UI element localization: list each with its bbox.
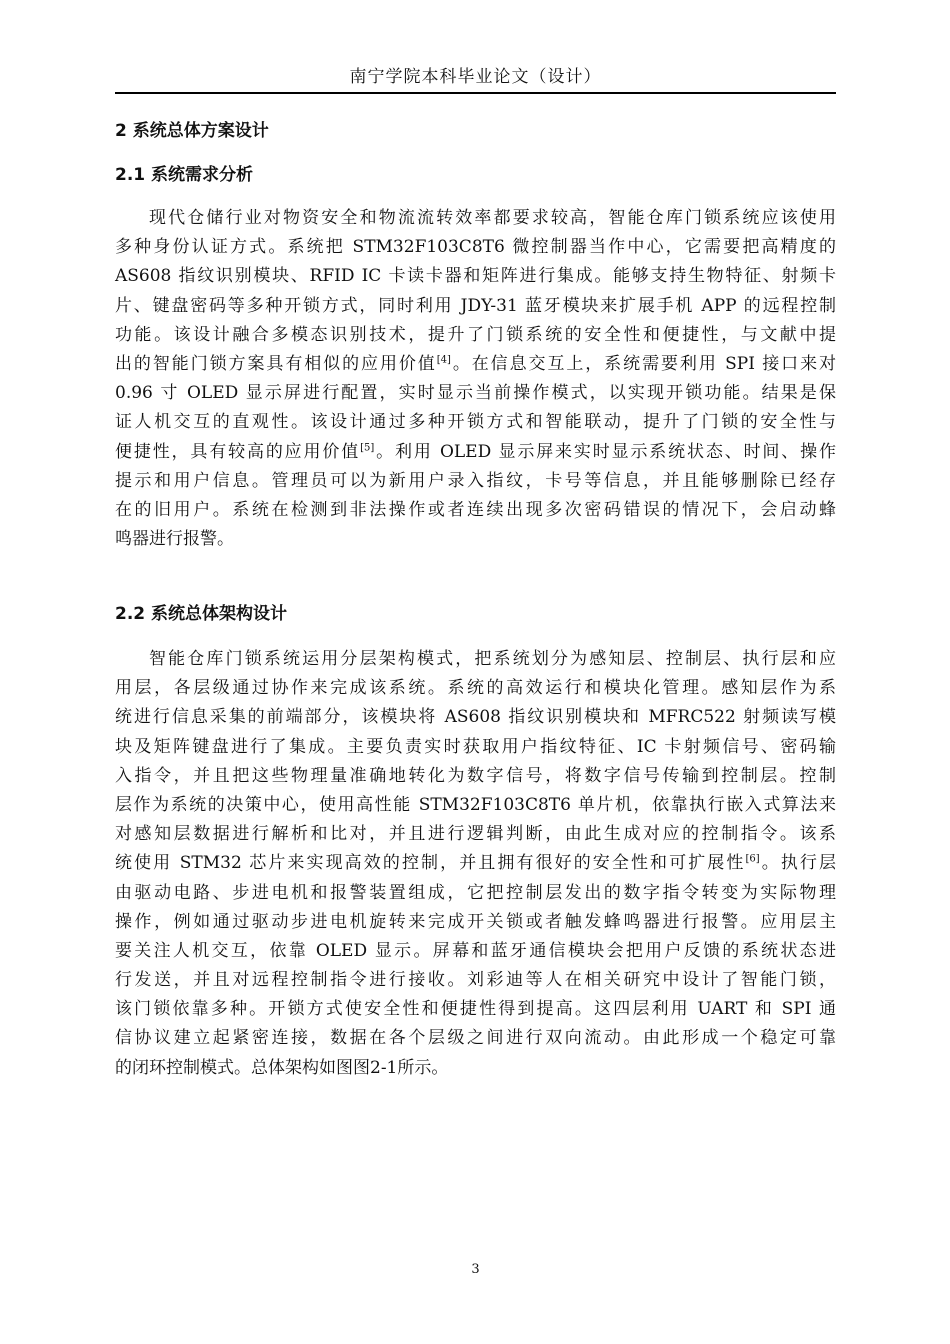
text-line: 由驱动电路、步进电机和报警装置组成，它把控制层发出的数字指令转变为实际物理 (115, 882, 836, 903)
text-line: 智能仓库门锁系统运用分层架构模式，把系统划分为感知层、控制层、执行层和应 (149, 649, 836, 669)
text-line: AS608 指纹识别模块、RFID IC 卡读卡器和矩阵进行集成。能够支持生物特征、射频卡 (115, 266, 836, 287)
text-line: 功能。该设计融合多模态识别技术，提升了门锁系统的安全性和便捷性，与文献中提 (115, 324, 836, 345)
text-line-with-citation (115, 350, 836, 379)
text-line: 在的旧用户。系统在检测到非法操作或者连续出现多次密码错误的情况下，会启动蜂 (115, 499, 836, 520)
text-line: 用层，各层级通过协作来完成该系统。系统的高效运行和模块化管理。感知层作为系 (115, 678, 836, 699)
text-line: 操作，例如通过驱动步进电机旋转来完成开关锁或者触发蜂鸣器进行报警。应用层主 (115, 911, 836, 932)
section-heading: 2 系统总体方案设计 (115, 121, 269, 141)
text-segment: 出的智能门锁方案具有相似的应用价值 (115, 353, 437, 374)
text-line-with-citation (115, 438, 836, 467)
text-segment: 统使用 STM32 芯片来实现高效的控制，并且拥有很好的安全性和可扩展性 (115, 853, 746, 874)
text-line: 多种身份认证方式。系统把 STM32F103C8T6 微控制器当作中心，它需要把高精度的 (115, 237, 836, 258)
text-segment: 便捷性，具有较高的应用价值 (115, 441, 361, 462)
text-line: 片、键盘密码等多种开锁方式，同时利用 JDY-31 蓝牙模块来扩展手机 APP 的远程控制 (115, 295, 836, 316)
paragraph-2-1 (115, 204, 836, 554)
citation-6: [6] (745, 853, 760, 865)
text-line: 块及矩阵键盘进行了集成。主要负责实时获取用户指纹特征、IC 卡射频信号、密码输 (115, 736, 836, 757)
text-line: 该门锁依靠多种。开锁方式使安全性和便捷性得到提高。这四层利用 UART 和 SPI 通 (115, 999, 836, 1020)
text-line: 统进行信息采集的前端部分，该模块将 AS608 指纹识别模块和 MFRC522 射频读写模 (115, 707, 836, 728)
subsection-heading-2-2: 2.2 系统总体架构设计 (115, 604, 288, 624)
text-line: 证人机交互的直观性。该设计通过多种开锁方式和智能联动，提升了门锁的安全性与 (115, 412, 836, 433)
text-line: 0.96 寸 OLED 显示屏进行配置，实时显示当前操作模式，以实现开锁功能。结果是保 (115, 383, 836, 404)
citation-5: [5] (360, 441, 375, 453)
text-line: 入指令，并且把这些物理量准确地转化为数字信号，将数字信号传输到控制层。控制 (115, 765, 836, 786)
text-segment: 。执行层 (759, 853, 836, 874)
text-line: 层作为系统的决策中心，使用高性能 STM32F103C8T6 单片机，依靠执行嵌入式算法来 (115, 794, 836, 815)
text-line: 的闭环控制模式。总体架构如图图2-1所示。 (115, 1057, 449, 1078)
page-number: 3 (471, 1262, 480, 1277)
text-segment: 。利用 OLED 显示屏来实时显示系统状态、时间、操作 (374, 441, 836, 462)
text-line: 提示和用户信息。管理员可以为新用户录入指纹，卡号等信息，并且能够删除已经存 (115, 470, 836, 491)
text-line: 鸣器进行报警。 (115, 529, 234, 550)
text-line: 行发送，并且对远程控制指令进行接收。刘彩迪等人在相关研究中设计了智能门锁， (115, 970, 836, 991)
subsection-heading-2-1: 2.1 系统需求分析 (115, 165, 254, 185)
paragraph-2-2 (115, 645, 836, 1083)
header-rule (115, 92, 836, 94)
text-line: 对感知层数据进行解析和比对，并且进行逻辑判断，由此生成对应的控制指令。该系 (115, 824, 836, 845)
text-segment: 。在信息交互上，系统需要利用 SPI 接口来对 (450, 353, 837, 374)
text-line: 要关注人机交互，依靠 OLED 显示。屏幕和蓝牙通信模块会把用户反馈的系统状态进 (115, 940, 836, 961)
citation-4: [4] (436, 354, 451, 366)
text-line-with-citation (115, 849, 836, 878)
text-line: 信协议建立起紧密连接，数据在各个层级之间进行双向流动。由此形成一个稳定可靠 (115, 1028, 836, 1049)
text-line: 现代仓储行业对物资安全和物流流转效率都要求较高，智能仓库门锁系统应该使用 (149, 208, 836, 228)
running-header: 南宁学院本科毕业论文（设计） (349, 67, 602, 87)
